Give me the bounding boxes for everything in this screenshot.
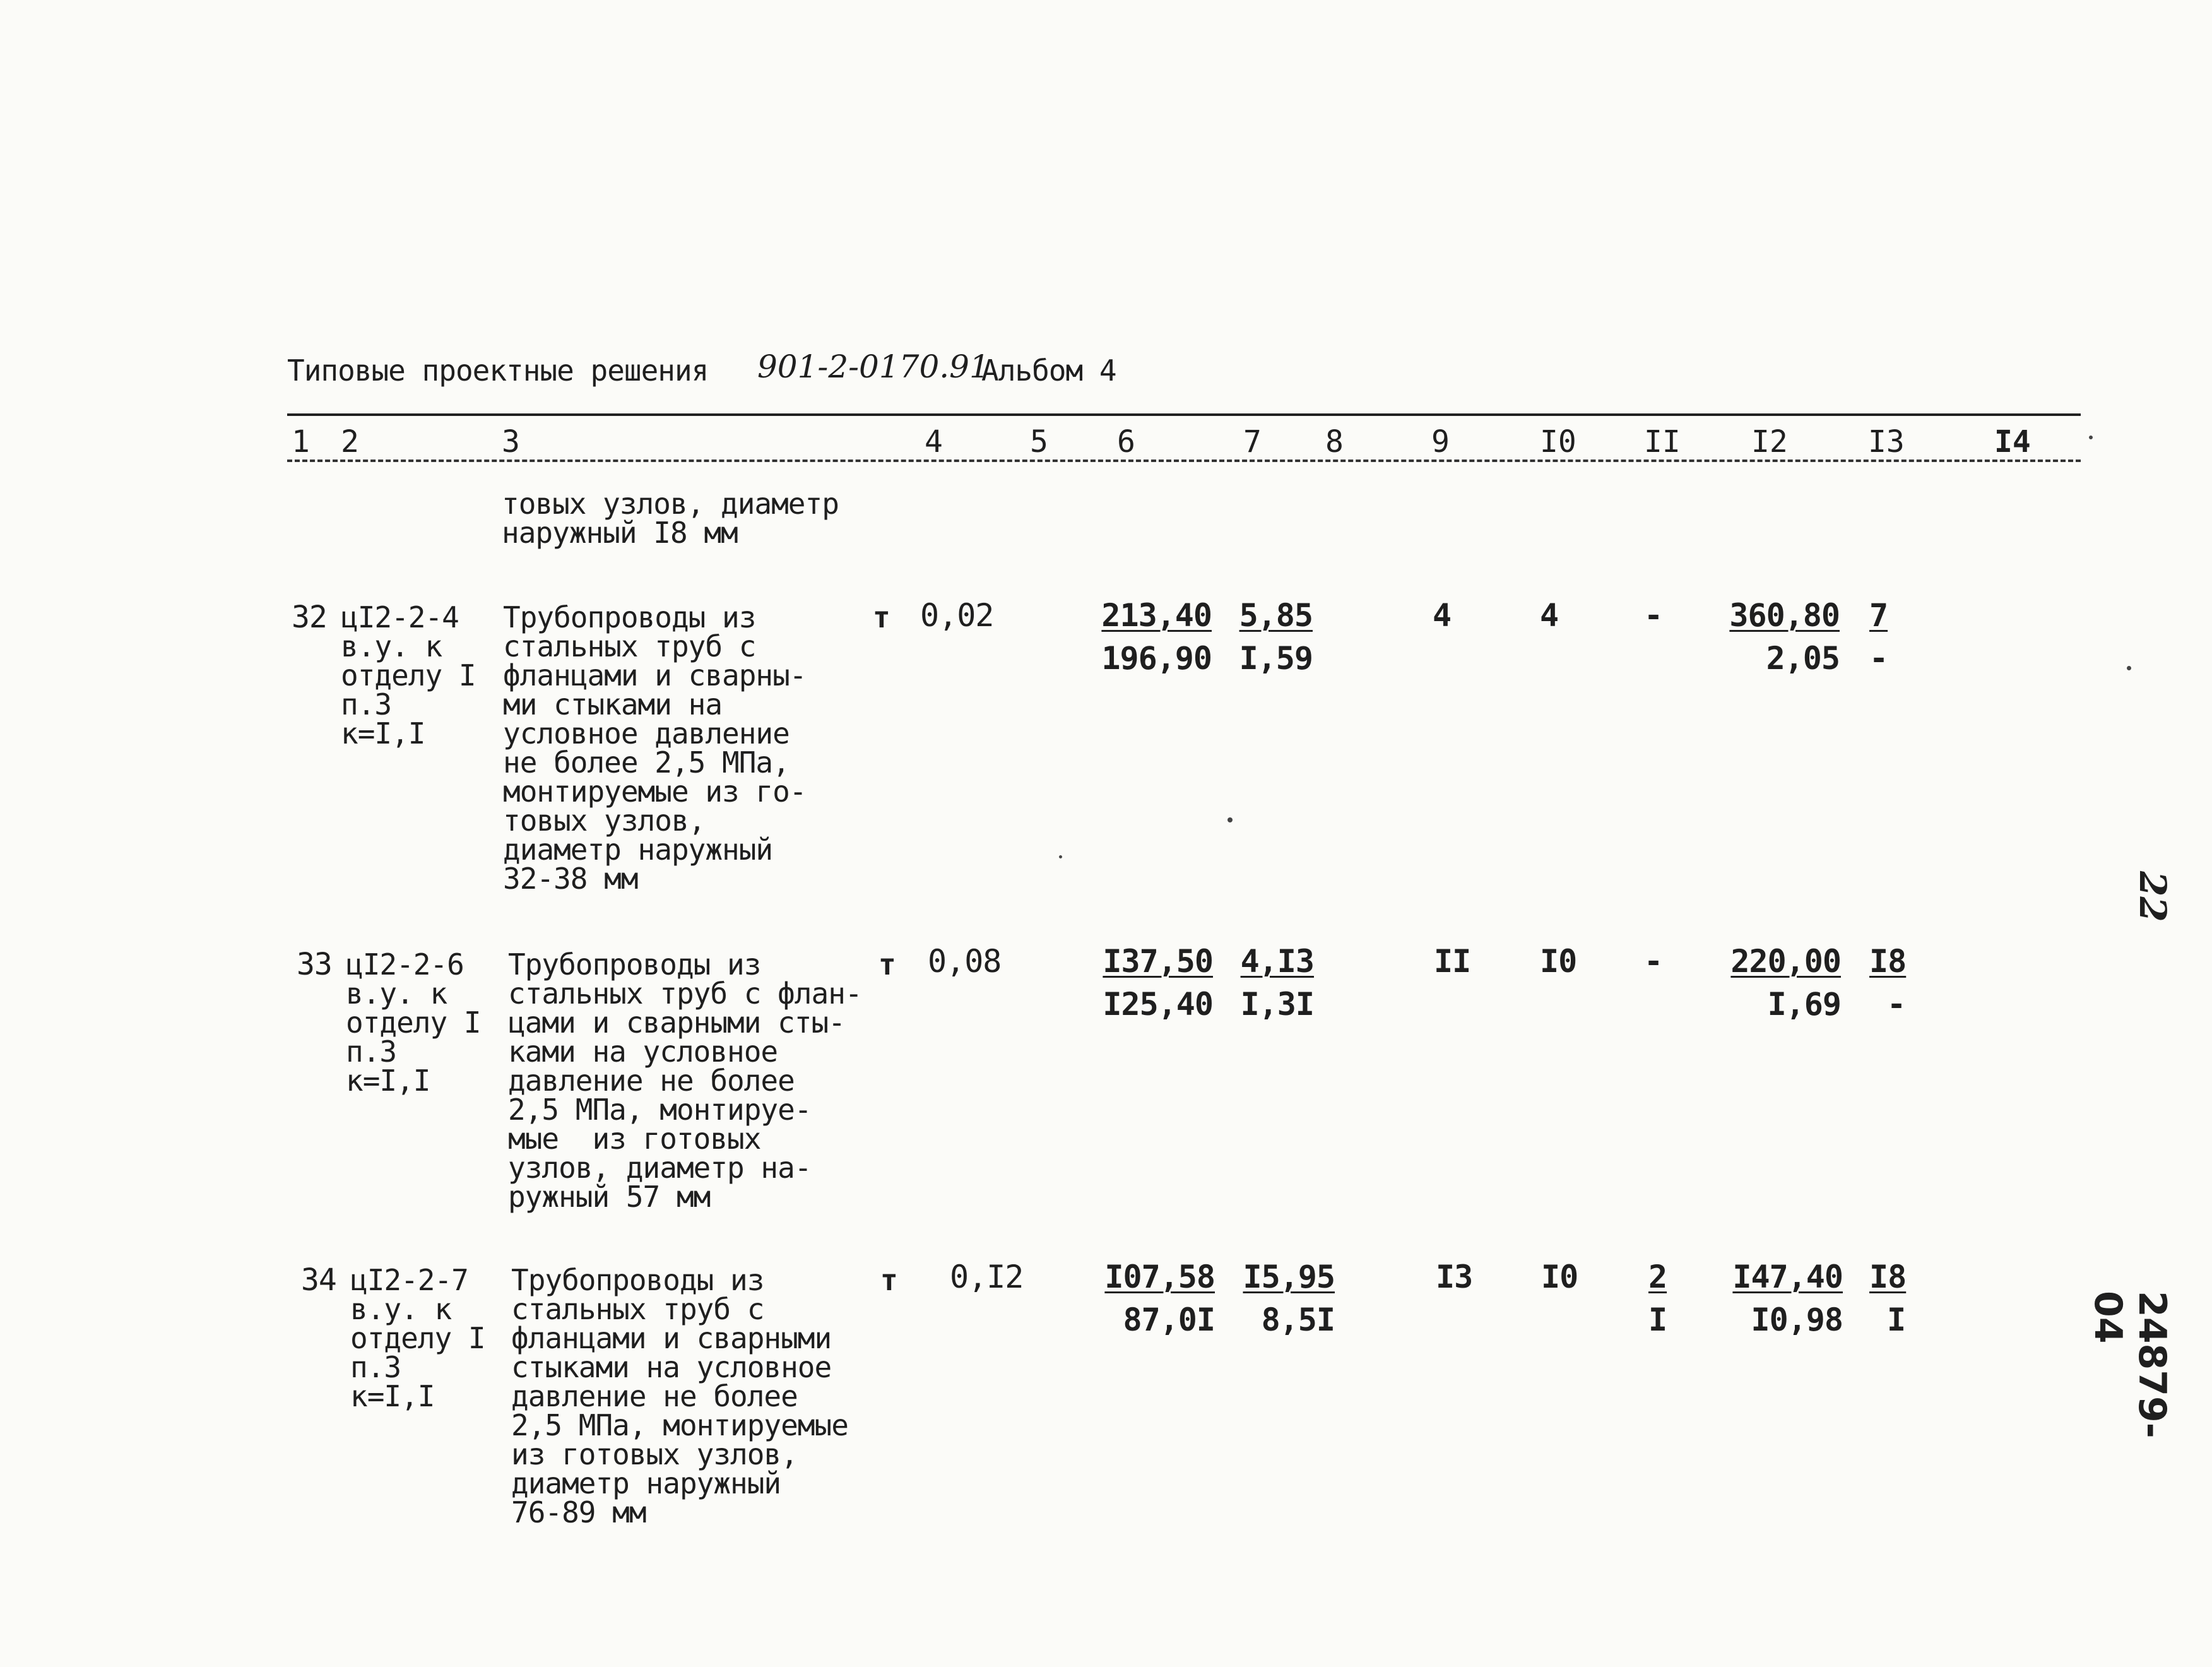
col-7: 7 <box>1243 424 1262 460</box>
row-col7-top: 5,85 <box>1239 597 1313 634</box>
row-col6-top: 213,40 <box>1101 597 1212 634</box>
row-col13-top: I8 <box>1869 1259 1907 1295</box>
col-2: 2 <box>341 424 359 460</box>
row-col7-top: I5,95 <box>1243 1259 1335 1295</box>
col-9: 9 <box>1431 424 1450 460</box>
row-col6-bottom: 87,0I <box>1123 1302 1215 1338</box>
row-col13-bottom: - <box>1869 640 1888 677</box>
scan-speck <box>1059 855 1062 858</box>
row-description: Трубопроводы из стальных труб с фланцами и сварными стыками на условное давление не более 2,5 МПа, монтируемые из готовых узлов, диаметр наружный 76-89 мм <box>511 1263 848 1529</box>
scan-speck <box>2127 666 2131 670</box>
row-quantity: 0,08 <box>928 943 1002 980</box>
col-11: II <box>1644 424 1681 460</box>
row-col7-bottom: I,3I <box>1240 986 1314 1023</box>
row-col12-top: I47,40 <box>1732 1259 1843 1295</box>
row-col11-top: - <box>1644 943 1663 980</box>
row-unit: т <box>880 1263 897 1297</box>
row-col13-bottom: - <box>1887 986 1906 1023</box>
header-rule-top <box>287 413 2081 416</box>
row-col10: I0 <box>1540 943 1577 980</box>
row-unit: т <box>873 600 890 634</box>
row-col9: 4 <box>1433 597 1452 634</box>
col-10: I0 <box>1540 424 1576 460</box>
row-col11-top: 2 <box>1648 1259 1667 1295</box>
row-col12-top: 360,80 <box>1729 597 1840 634</box>
col-1: 1 <box>292 424 310 460</box>
header-rule-bottom <box>287 460 2081 462</box>
col-3: 3 <box>502 424 520 460</box>
album-label: Альбом 4 <box>981 353 1116 388</box>
col-8: 8 <box>1325 424 1344 460</box>
col-5: 5 <box>1030 424 1048 460</box>
row-col6-bottom: 196,90 <box>1101 640 1212 677</box>
project-code: 901-2-0170.91 <box>757 348 990 385</box>
row-col11-bottom: I <box>1648 1302 1667 1338</box>
row-code: цI2-2-4 в.у. к отделу I п.3 к=I,I <box>341 600 476 750</box>
row-col9: II <box>1434 943 1471 980</box>
row-unit: т <box>878 947 896 982</box>
continuation-text: товых узлов, диаметр наружный I8 мм <box>502 487 839 550</box>
row-quantity: 0,02 <box>920 597 994 634</box>
row-col12-bottom: I0,98 <box>1751 1302 1843 1338</box>
col-12: I2 <box>1751 424 1788 460</box>
side-page-number: 22 <box>2131 871 2174 922</box>
row-col7-top: 4,I3 <box>1240 943 1314 980</box>
row-code: цI2-2-6 в.у. к отделу I п.3 к=I,I <box>346 947 481 1098</box>
doc-title: Типовые проектные решения <box>287 353 709 388</box>
scan-speck <box>2089 436 2093 439</box>
row-description: Трубопроводы из стальных труб с флан- цами и сварными сты- ками на условное давление не более 2,5 МПа, монтируе- мые из готовых узлов, диаметр на- ружный 57 мм <box>508 947 862 1214</box>
row-col10: I0 <box>1541 1259 1578 1295</box>
row-col6-bottom: I25,40 <box>1103 986 1213 1023</box>
col-14: I4 <box>1994 424 2031 460</box>
row-col7-bottom: 8,5I <box>1261 1302 1335 1338</box>
row-col6-top: I07,58 <box>1104 1259 1215 1295</box>
row-col13-bottom: I <box>1887 1302 1906 1338</box>
col-4: 4 <box>925 424 943 460</box>
row-col13-top: I8 <box>1869 943 1907 980</box>
side-document-id: 24879-04 <box>2086 1291 2174 1439</box>
row-number: 34 <box>301 1262 336 1298</box>
row-quantity: 0,I2 <box>950 1259 1024 1295</box>
row-code: цI2-2-7 в.у. к отделу I п.3 к=I,I <box>350 1263 485 1413</box>
row-col10: 4 <box>1540 597 1559 634</box>
scan-speck <box>1227 817 1233 822</box>
row-col9: I3 <box>1436 1259 1473 1295</box>
row-number: 33 <box>297 947 332 982</box>
row-col7-bottom: I,59 <box>1239 640 1313 677</box>
row-col6-top: I37,50 <box>1103 943 1213 980</box>
row-col11-top: - <box>1644 597 1663 634</box>
row-col13-top: 7 <box>1869 597 1888 634</box>
row-col12-bottom: I,69 <box>1767 986 1841 1023</box>
col-13: I3 <box>1868 424 1905 460</box>
row-number: 32 <box>292 600 327 635</box>
col-6: 6 <box>1117 424 1135 460</box>
row-col12-bottom: 2,05 <box>1766 640 1840 677</box>
row-description: Трубопроводы из стальных труб с фланцами и сварны- ми стыками на условное давление не более 2,5 МПа, монтируемые из го- товых узлов, диаметр наружный 32-38 мм <box>503 600 807 896</box>
row-col12-top: 220,00 <box>1730 943 1841 980</box>
